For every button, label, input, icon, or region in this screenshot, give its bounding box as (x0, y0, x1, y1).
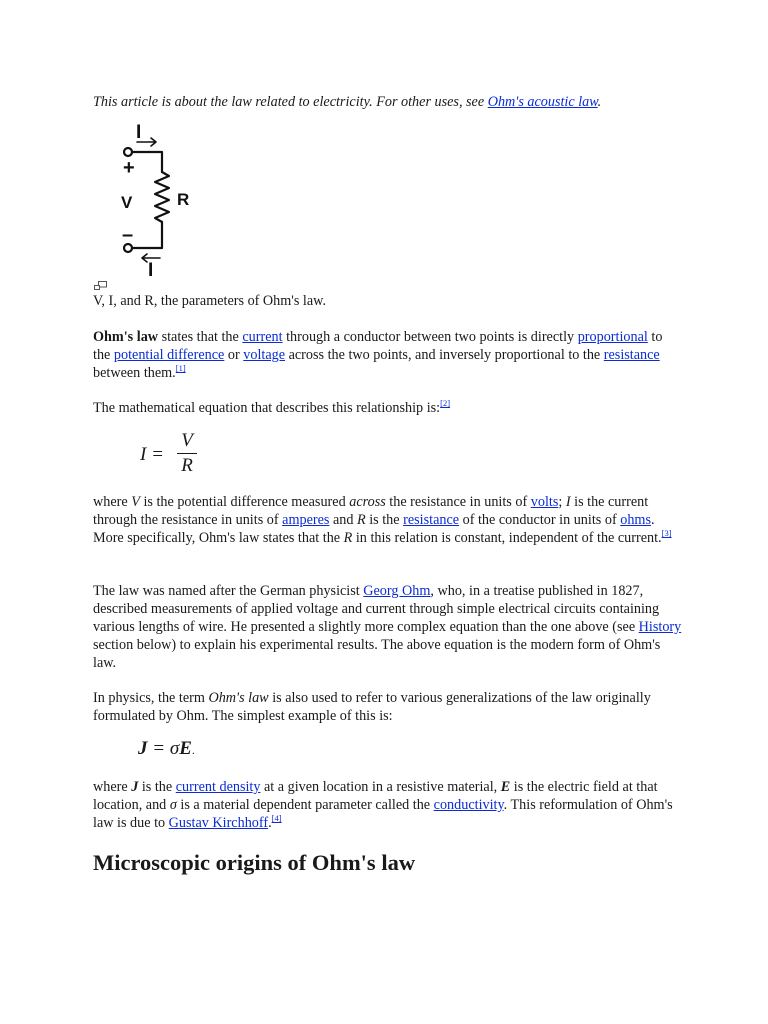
positive-terminal (124, 148, 132, 156)
citation-4[interactable]: [4] (271, 813, 282, 823)
enlarge-icon[interactable] (93, 281, 108, 291)
citation-2[interactable]: [2] (440, 398, 451, 408)
link-potential-difference[interactable]: potential difference (113, 347, 225, 363)
link-current[interactable]: current (242, 329, 283, 345)
link-gustav-kirchhoff[interactable]: Gustav Kirchhoff (168, 815, 269, 831)
label-i-bottom: I (148, 260, 154, 280)
equation-denominator: R (181, 455, 193, 476)
paragraph-definition: Ohm's law states that the current through a conductor between two points is directly proportional to the potential difference or voltage across the two points, and inversely proportional to the resistance between them.[1] (93, 329, 663, 381)
label-r: R (177, 190, 190, 209)
label-i-top: I (136, 122, 142, 143)
image-caption: V, I, and R, the parameters of Ohm's law. (93, 293, 327, 309)
label-minus: – (122, 224, 134, 246)
paragraph-current-density: where J is the current density at a given location in a resistive material, E is the electric field at that location, and σ is a material dependent parameter called the conductivity. This reformulation of Ohm's law is due to Gustav Kirchhoff.[4] (93, 779, 673, 831)
hatnote (93, 93, 683, 111)
paragraph-history: The law was named after the German physicist Georg Ohm, who, in a treatise published in 1827, described measurements of applied voltage and current through simple electrical circuits containing various lengths of wire. He presented a slightly more complex equation than the one above (see History section below) to explain his experimental results. The above equation is the modern form of Ohm's law. (93, 583, 682, 671)
top-wire (132, 152, 162, 172)
link-current-density[interactable]: current density (175, 779, 261, 795)
equation-lhs: I = (140, 444, 164, 465)
paragraph-equation-intro: The mathematical equation that describes this relationship is:[2] (93, 398, 451, 416)
resistor-zigzag (155, 172, 169, 222)
equation-numerator: V (181, 430, 193, 451)
link-amperes[interactable]: amperes (282, 512, 330, 528)
link-voltage[interactable]: voltage (243, 347, 286, 363)
hatnote-text: This article is about the law related to electricity. For other uses, see (93, 94, 488, 110)
section-heading-microscopic-origins: Microscopic origins of Ohm's law (93, 850, 416, 875)
paragraph-generalizations: In physics, the term Ohm's law is also used to refer to various generalizations of the law originally formulated by Ohm. The simplest example of this is: (93, 690, 651, 724)
link-georg-ohm[interactable]: Georg Ohm (363, 583, 431, 599)
citation-1[interactable]: [1] (175, 363, 186, 373)
hatnote-end: . (597, 94, 602, 110)
link-resistance-2[interactable]: resistance (403, 512, 460, 528)
link-conductivity[interactable]: conductivity (433, 797, 504, 813)
bottom-wire (132, 222, 162, 248)
link-volts[interactable]: volts (530, 494, 559, 510)
citation-3[interactable]: [3] (661, 528, 672, 538)
link-proportional[interactable]: proportional (577, 329, 648, 345)
label-v: V (121, 193, 133, 212)
link-resistance[interactable]: resistance (603, 347, 660, 363)
ohms-law-circuit-diagram[interactable] (112, 114, 212, 280)
label-plus: + (123, 157, 135, 179)
link-ohms-acoustic-law[interactable]: Ohm's acoustic law (487, 94, 598, 110)
equation-current-density: J = σE. (138, 738, 195, 759)
link-history[interactable]: History (638, 619, 682, 635)
equation-fraction (177, 430, 197, 477)
fraction-bar (177, 453, 197, 454)
term-ohms-law: Ohm's law (93, 329, 159, 345)
link-ohms[interactable]: ohms (620, 512, 651, 528)
paragraph-variables: where V is the potential difference measured across the resistance in units of volts; I is the current through the resistance in units of amperes and R is the resistance of the conductor in units of ohms. More specifically, Ohm's law states that the R in this relation is constant, independent of the current.[3] (93, 494, 672, 546)
